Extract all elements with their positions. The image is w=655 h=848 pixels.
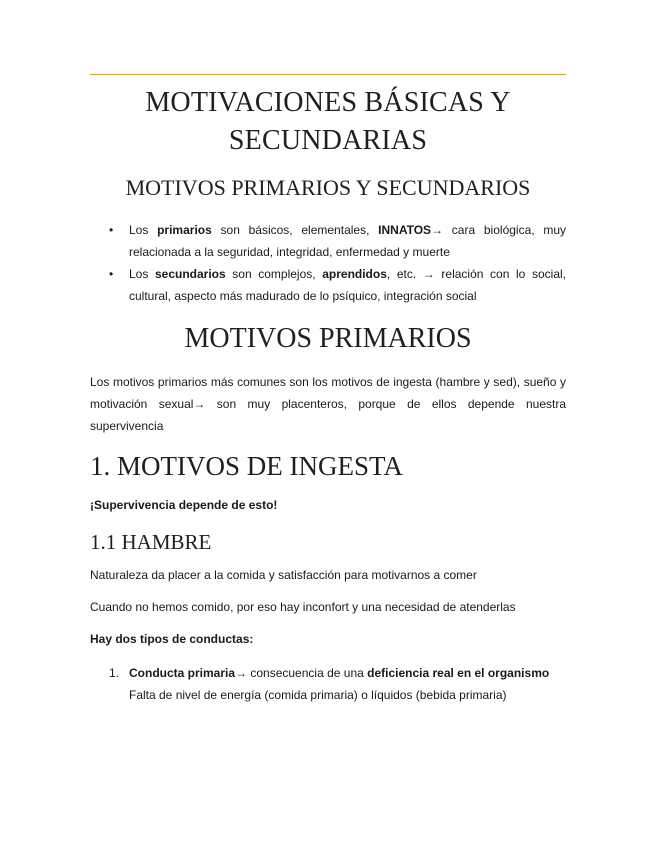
bullet-bold-term: primarios: [157, 223, 212, 237]
bullet-text-post: , etc. → relación con lo social, cultural, aspecto más madurado de lo psíquico, integración social: [129, 267, 566, 303]
conducta-term: Conducta primaria: [129, 666, 236, 680]
bullet-bold-term: INNATOS: [378, 223, 432, 237]
paragraph-primarios: Los motivos primarios más comunes son los motivos de ingesta (hambre y sed), sueño y motivación sexual→ son muy placenteros, porque de ellos depende nuestra supervivencia: [90, 375, 566, 433]
conducta-emphasis: deficiencia real en el organismo: [367, 666, 550, 680]
page-title-line-2: SECUNDARIAS: [228, 125, 428, 156]
page-title: [90, 84, 566, 160]
heading-motivos-primarios: MOTIVOS PRIMARIOS: [184, 323, 472, 354]
conducta-text-mid: consecuencia de una: [247, 666, 368, 680]
list-item: [90, 263, 566, 307]
list-number: 1.: [109, 666, 120, 680]
heading-motivos-ingesta: 1. MOTIVOS DE INGESTA: [90, 451, 403, 481]
conducta-detail: Falta de nivel de energía (comida primaria) o líquidos (bebida primaria): [129, 688, 507, 702]
bullet-text-pre: Los: [129, 267, 155, 281]
bullet-icon: •: [109, 267, 114, 281]
bullet-text-mid: son complejos,: [225, 267, 323, 281]
paragraph-hambre-1: Naturaleza da placer a la comida y satisfacción para motivarnos a comer: [90, 568, 477, 582]
page-title-line-1: MOTIVACIONES BÁSICAS Y: [145, 87, 511, 118]
arrow-icon: →: [431, 223, 444, 237]
top-divider: [90, 74, 566, 75]
bullet-icon: •: [109, 223, 114, 237]
list-item: [90, 219, 566, 263]
bullet-text-mid: son básicos, elementales,: [211, 223, 379, 237]
section-subtitle: MOTIVOS PRIMARIOS Y SECUNDARIOS: [125, 175, 531, 200]
bullet-list: [90, 219, 566, 307]
bullet-bold-term: secundarios: [154, 267, 226, 281]
ordered-list: [90, 662, 566, 706]
list-item: [90, 662, 566, 706]
heading-hambre: 1.1 HAMBRE: [90, 530, 212, 554]
bullet-text-post: cara biológica, muy relacionada a la seguridad, integridad, enfermedad y muerte: [129, 223, 566, 259]
bullet-bold-term: aprendidos: [322, 267, 387, 281]
paragraph-hambre-2: Cuando no hemos comido, por eso hay inconfort y una necesidad de atenderlas: [90, 600, 516, 614]
ingesta-note: ¡Supervivencia depende de esto!: [90, 498, 278, 512]
arrow-icon: →: [235, 666, 248, 680]
bullet-text-pre: Los: [129, 223, 158, 237]
conductas-label: Hay dos tipos de conductas:: [90, 632, 254, 646]
